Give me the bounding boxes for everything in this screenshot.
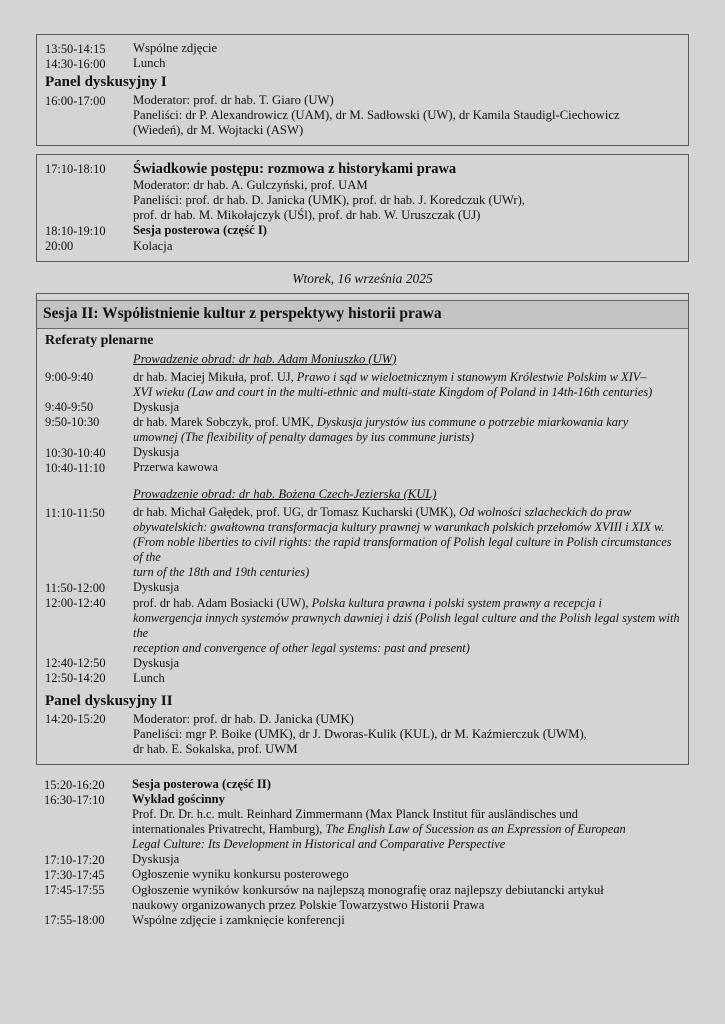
block-afternoon-day1 <box>36 34 689 146</box>
row-text: naukowy organizowanych przez Polskie Towarzystwo Historii Prawa <box>132 897 485 912</box>
chair-label: Prowadzenie obrad: dr hab. Adam Moniuszko (UW) <box>133 351 397 366</box>
row-time <box>44 898 132 899</box>
schedule-row <box>44 883 681 898</box>
talk-title-en-cont: turn of the 18th and 19th centuries) <box>133 565 310 580</box>
row-time: 16:00-17:00 <box>45 93 106 108</box>
day-heading: Wtorek, 16 września 2025 <box>292 270 433 286</box>
talk-title-en: (From noble liberties to civil rights: the rapid transformation of Polish legal culture in Polish circumstances of the <box>133 535 672 565</box>
talk-text <box>133 415 680 430</box>
talk-row <box>45 415 680 430</box>
row-time: 10:30-10:40 <box>45 445 106 460</box>
talk-title-pl: Polska kultura prawna i polski system prawny a recepcja i <box>311 595 602 610</box>
row-time: 10:40-11:10 <box>45 460 106 475</box>
row-text: Sesja posterowa (część I) <box>133 223 268 238</box>
talk-title-pl: Od wolności szlacheckich do praw <box>459 505 632 520</box>
guest-lecture-title-cont: Legal Culture: Its Development in Historical and Comparative Perspective <box>132 837 506 852</box>
chair-label: Prowadzenie obrad: dr hab. Bożena Czech-Jezierska (KUL) <box>133 487 437 502</box>
row-time: 15:20-16:20 <box>44 777 105 792</box>
row-text: Wykład gościnny <box>132 792 225 807</box>
row-time: 17:45-17:55 <box>44 883 105 898</box>
row-time: 12:00-12:40 <box>45 596 106 611</box>
talk-title-en: XVI wieku (Law and court in the multi-ethnic and multi-state Kingdom of Poland in 14th-16th centuries) <box>133 384 653 399</box>
row-time: 13:50-14:15 <box>45 41 106 56</box>
row-time: 20:00 <box>45 239 74 254</box>
talk-row <box>45 596 680 611</box>
row-time: 17:10-18:10 <box>45 161 106 176</box>
row-text: Ogłoszenie wyników konkursów na najlepszą monografię oraz najlepszy debiutancki artykuł <box>132 882 604 897</box>
row-text: Kolacja <box>133 238 173 253</box>
row-text: Sesja posterowa (część II) <box>132 777 271 792</box>
talk-text <box>133 505 680 520</box>
talk-row <box>45 460 680 475</box>
schedule-row <box>45 41 680 56</box>
session-2-banner: Sesja II: Współistnienie kultur z perspektywy historii prawa <box>37 300 688 329</box>
row-time: 9:50-10:30 <box>45 415 100 430</box>
panel-1-panelists-line2: (Wiedeń), dr M. Wojtacki (ASW) <box>133 123 304 138</box>
talk-row <box>45 400 680 415</box>
row-time: 17:30-17:45 <box>44 867 105 882</box>
talk-speaker: dr hab. Michał Gałędek, prof. UG, dr Tomasz Kucharski (UMK), <box>133 505 460 520</box>
talk-row <box>45 445 680 460</box>
panel-2-panelists-line2: dr hab. E. Sokalska, prof. UWM <box>133 742 298 757</box>
talk-row <box>45 580 680 595</box>
panel-1-panelists-line1: Paneliści: dr P. Alexandrowicz (UAM), dr M. Sadłowski (UW), dr Kamila Staudigl-Ciechowicz <box>133 108 620 123</box>
talk-text: Lunch <box>133 670 165 685</box>
block-session-2 <box>36 293 689 765</box>
schedule-row <box>44 852 681 867</box>
row-time: 17:55-18:00 <box>44 913 105 928</box>
panel-2-title: Panel dyskusyjny II <box>45 692 173 709</box>
talk-text: Przerwa kawowa <box>133 460 218 475</box>
panel-1-title: Panel dyskusyjny I <box>45 74 167 91</box>
session-2-subheading: Referaty plenarne <box>45 332 154 348</box>
panel-1-row <box>45 93 680 108</box>
row-time: 11:10-11:50 <box>45 505 105 520</box>
talk-speaker: prof. dr hab. Adam Bosiacki (UW), <box>133 595 312 610</box>
session-2-chair-2 <box>133 485 680 503</box>
row-time: 9:00-9:40 <box>45 370 94 385</box>
talk-speaker: dr hab. Marek Sobczyk, prof. UMK, <box>133 414 317 429</box>
talk-title-en: reception and convergence of other legal systems: past and present) <box>133 640 470 655</box>
guest-lecture-title: The English Law of Sucession as an Expression of European <box>325 822 626 837</box>
row-time: 14:30-16:00 <box>45 56 106 71</box>
witness-row <box>45 161 680 178</box>
row-text: Wspólne zdjęcie i zamknięcie konferencji <box>132 912 345 927</box>
block-witnesses-day1 <box>36 154 689 261</box>
guest-lecture-speaker-line1: Prof. Dr. Dr. h.c. mult. Reinhard Zimmermann (Max Planck Institut für ausländisches und <box>132 807 578 822</box>
schedule-row <box>45 223 680 238</box>
row-time: 11:50-12:00 <box>45 580 106 595</box>
witness-moderator: Moderator: dr hab. A. Gulczyński, prof. UAM <box>133 178 368 193</box>
talk-title-pl-cont: konwergencja innych systemów prawnych dawniej i dziś (Polish legal culture and the Polish legal system with the <box>133 610 680 640</box>
row-text: Lunch <box>133 56 166 71</box>
guest-lecture-row <box>44 792 681 807</box>
schedule-row <box>45 239 680 254</box>
talk-row <box>45 671 680 686</box>
row-time: 9:40-9:50 <box>45 400 94 415</box>
panel-1-moderator: Moderator: prof. dr hab. T. Giaro (UW) <box>133 93 334 108</box>
talk-title-pl: Prawo i sąd w wieloetnicznym i stanowym Królestwie Polskim w XIV– <box>296 369 647 384</box>
row-time: 18:10-19:10 <box>45 223 106 238</box>
row-time: 14:20-15:20 <box>45 712 106 727</box>
schedule-row <box>44 867 681 882</box>
talk-text <box>133 596 680 611</box>
witness-panelists-line2: prof. dr hab. M. Mikołajczyk (UŚl), prof. dr hab. W. Uruszczak (UJ) <box>133 208 481 223</box>
talk-title-pl-cont: obywatelskich: gwałtowna transformacja kultury prawnej w warunkach polskich przełomów XVIII i XIX w. <box>133 520 665 535</box>
schedule-row <box>44 913 681 928</box>
panel-2-moderator: Moderator: prof. dr hab. D. Janicka (UMK) <box>133 711 354 726</box>
talk-title-pl: Dyskusja jurystów ius commune o potrzebie miarkowania kary <box>316 414 629 429</box>
talk-title-en: umownej (The flexibility of penalty damages by ius commune jurists) <box>133 430 475 445</box>
block-closing <box>36 773 689 928</box>
row-text: Ogłoszenie wyniku konkursu posterowego <box>132 867 349 882</box>
talk-text: Dyskusja <box>133 445 180 460</box>
talk-text: Dyskusja <box>133 580 180 595</box>
talk-row <box>45 656 680 671</box>
talk-text: Dyskusja <box>133 399 180 414</box>
panel-2-row <box>45 712 680 727</box>
schedule-row-cont <box>44 898 681 913</box>
row-time: 12:40-12:50 <box>45 656 106 671</box>
row-time: 16:30-17:10 <box>44 792 105 807</box>
schedule-row <box>45 56 680 71</box>
row-time: 12:50-14:20 <box>45 671 106 686</box>
witness-panelists-line1: Paneliści: prof. dr hab. D. Janicka (UMK), prof. dr hab. J. Koredczuk (UWr), <box>133 193 525 208</box>
row-time: 17:10-17:20 <box>44 852 105 867</box>
row-text: Wspólne zdjęcie <box>133 41 218 55</box>
guest-lecture-speaker-line2 <box>132 822 681 837</box>
session-2-chair-1 <box>133 350 680 368</box>
guest-lecture-affiliation: internationales Privatrecht, Hamburg), <box>132 822 326 837</box>
poster-session-row <box>44 777 681 792</box>
talk-row <box>45 370 680 385</box>
talk-text <box>133 370 680 385</box>
talk-speaker: dr hab. Maciej Mikuła, prof. UJ, <box>133 369 297 384</box>
talk-text: Dyskusja <box>133 655 180 670</box>
witness-title: Świadkowie postępu: rozmowa z historykami prawa <box>133 161 457 178</box>
panel-2-panelists-line1: Paneliści: mgr P. Boike (UMK), dr J. Dworas-Kulik (KUL), dr M. Kaźmierczuk (UWM), <box>133 727 587 742</box>
row-text: Dyskusja <box>132 852 180 867</box>
talk-row <box>45 505 680 520</box>
